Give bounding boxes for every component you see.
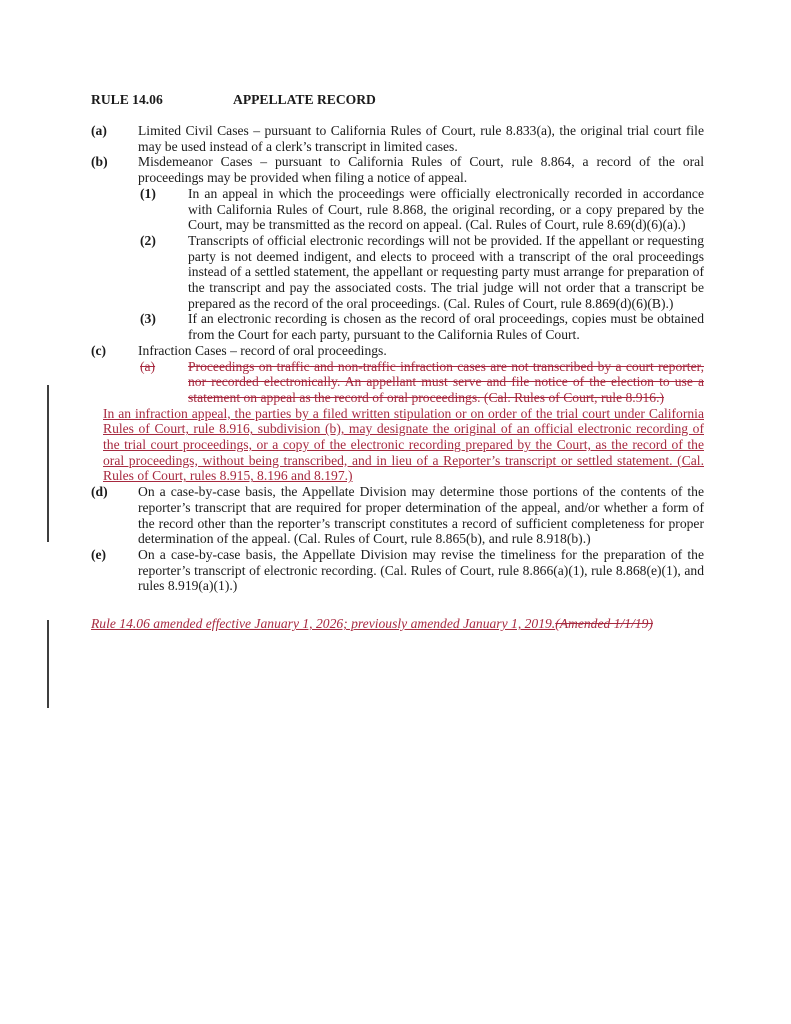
section-c-deleted-label: (a) xyxy=(140,358,156,374)
section-b1 xyxy=(91,186,704,233)
rule-content xyxy=(91,92,704,632)
rule-heading xyxy=(91,92,704,108)
section-d-text: On a case-by-case basis, the Appellate Division may determine those portions of the contents of the reporter’s transcript that are required for proper determination of the appeal, and/or whether a form of the record other than the reporter’s transcript constitutes a record of sufficient completeness for proper determination of the appeal. (Cal. Rules of Court, rule 8.865(b), and rule 8.918(b).) xyxy=(138,484,704,547)
section-b3 xyxy=(91,311,704,342)
amendment-note-inserted: Rule 14.06 amended effective January 1, 2026; previously amended January 1, 2019. xyxy=(91,616,556,632)
section-e xyxy=(91,547,704,594)
section-e-label: (e) xyxy=(91,546,107,562)
section-b-label: (b) xyxy=(91,154,108,170)
section-b2 xyxy=(91,233,704,312)
section-a-label: (a) xyxy=(91,123,107,138)
change-bar-section-c xyxy=(47,385,49,542)
section-c xyxy=(91,343,704,359)
section-a-text: Limited Civil Cases – pursuant to California Rules of Court, rule 8.833(a), the original trial court file may be used instead of a clerk’s transcript in limited cases. xyxy=(138,123,704,154)
section-c-deleted-text: Proceedings on traffic and non-traffic infraction cases are not transcribed by a court reporter, nor recorded electronically. An appellant must serve and file notice of the election to use a statement on appeal as the record of oral proceedings. (Cal. Rules of Court, rule 8.916.) xyxy=(188,358,704,405)
section-b1-text: In an appeal in which the proceedings were officially electronically recorded in accordance with California Rules of Court, rule 8.868, the original recording, or a copy prepared by the Court, may be transmitted as the record on appeal. (Cal. Rules of Court, rule 8.69(d)(6)(a).) xyxy=(188,185,704,233)
change-bar-section-e xyxy=(47,620,49,708)
section-c-label: (c) xyxy=(91,342,107,358)
section-b3-text: If an electronic recording is chosen as the record of oral proceedings, copies must be obtained from the Court for each party, pursuant to the California Rules of Court. xyxy=(188,311,704,343)
section-d xyxy=(91,484,704,547)
section-c-inserted-text: In an infraction appeal, the parties by a filed written stipulation or on order of the trial court under California Rules of Court, rule 8.916, subdivision (b), may designate the original of an official electronic recording of the trial court proceedings, or a copy of the electronic recording prepared by the Court, as the record of the oral proceedings, without being transcribed, and in lieu of a Reporter’s transcript or settled statement. (Cal. Rules of Court, rules 8.915, 8.196 and 8.197.) xyxy=(103,405,704,484)
section-b3-label: (3) xyxy=(140,311,156,327)
rule-title: APPELLATE RECORD xyxy=(233,92,376,107)
amendment-note xyxy=(91,616,704,632)
section-b2-text: Transcripts of official electronic recordings will not be provided. If the appellant or requesting party is not deemed indigent, and elects to proceed with a transcript of the oral proceedings instead of a settled statement, the appellant or requesting party must arrange for preparation of the transcript and pay the associated costs. The trial judge will not order that a transcript be prepared as the record of the oral proceedings. (Cal. Rules of Court, rule 8.869(d)(6)(B).) xyxy=(188,232,704,311)
section-b1-label: (1) xyxy=(140,185,156,201)
section-e-text: On a case-by-case basis, the Appellate Division may revise the timeliness for the preparation of the reporter’s transcript of electronic recording. (Cal. Rules of Court, rule 8.866(a)(1), rule 8.868(e)(1), and rules 8.919(a)(1).) xyxy=(138,546,704,594)
section-c-text: Infraction Cases – record of oral proceedings. xyxy=(138,342,387,358)
section-a xyxy=(91,123,704,154)
section-d-label: (d) xyxy=(91,484,108,500)
rule-number: RULE 14.06 xyxy=(91,92,163,107)
amendment-note-deleted: (Amended 1/1/19) xyxy=(555,616,653,632)
section-b xyxy=(91,154,704,185)
section-c-deleted-item xyxy=(91,359,704,406)
section-b2-label: (2) xyxy=(140,232,156,248)
section-b-text: Misdemeanor Cases – pursuant to California Rules of Court, rule 8.864, a record of the oral proceedings may be provided when filing a notice of appeal. xyxy=(138,154,704,186)
